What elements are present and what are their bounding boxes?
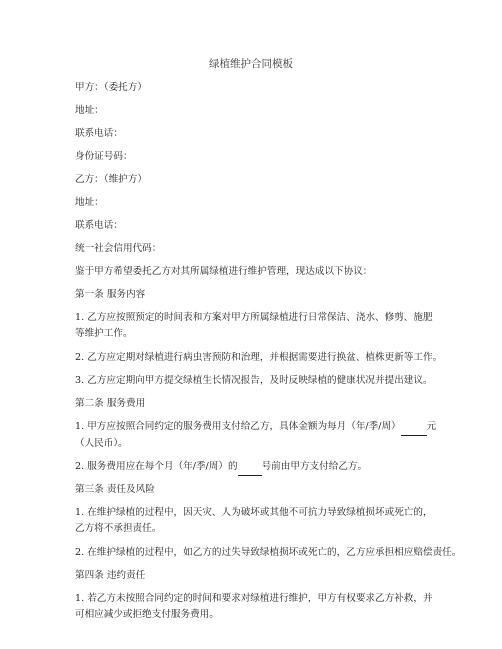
article-1-item-2: 2. 乙方应定期对绿植进行病虫害预防和治理，并根据需要进行换盆、植株更新等工作。 <box>75 352 443 363</box>
party-a-address: 地址： <box>75 105 104 116</box>
article-2-item-2-text-after: 号前由甲方支付给乙方。 <box>261 461 368 472</box>
party-a-id-number: 身份证号码： <box>75 151 133 162</box>
amount-blank <box>401 419 427 436</box>
party-a-phone: 联系电话： <box>75 128 123 139</box>
article-3-heading: 第三条 责任及风险 <box>75 484 155 495</box>
article-1-heading: 第一条 服务内容 <box>75 289 146 300</box>
article-2-item-1-text-before: 1. 甲方应按照合同约定的服务费用支付给乙方，具体金额为每月（年/季/周） <box>75 421 401 432</box>
party-b-phone: 联系电话： <box>75 220 123 231</box>
article-1-item-1: 1. 乙方应按照预定的时间表和方案对甲方所属绿植进行日常保洁、浇水、修剪、施肥等维护工作。 <box>75 312 433 339</box>
party-b-address: 地址： <box>75 197 104 208</box>
article-2-item-1-text-after: 元（人民币）。 <box>75 421 437 449</box>
party-a-label: 甲方：（委托方） <box>75 82 147 93</box>
preamble: 鉴于甲方希望委托乙方对其所属绿植进行维护管理，现达成以下协议： <box>75 266 373 277</box>
article-2-item-2 <box>75 459 455 476</box>
day-blank <box>238 459 262 476</box>
article-2-heading: 第二条 服务费用 <box>75 398 146 409</box>
article-2-item-1 <box>75 419 437 452</box>
party-b-label: 乙方：（维护方） <box>75 174 147 185</box>
document-title: 绿植维护合同模板 <box>209 58 293 70</box>
party-b-credit-code: 统一社会信用代码： <box>75 243 162 254</box>
article-4-heading: 第四条 违约责任 <box>75 570 146 581</box>
article-3-item-1: 1. 在维护绿植的过程中，因天灾、人为破坏或其他不可抗力导致绿植损坏或死亡的，乙方将不承担责任。 <box>75 507 433 534</box>
article-2-item-2-text-before: 2. 服务费用应在每个月（年/季/周）的 <box>75 461 238 472</box>
article-3-item-2: 2. 在维护绿植的过程中，如乙方的过失导致绿植损坏或死亡的，乙方应承担相应赔偿责任。 <box>75 547 462 558</box>
article-1-item-3: 3. 乙方应定期向甲方提交绿植生长情况报告，及时反映绿植的健康状况并提出建议。 <box>75 375 433 386</box>
article-4-item-1: 1. 若乙方未按照合同约定的时间和要求对绿植进行维护，甲方有权要求乙方补救，并可相应减少或拒绝支付服务费用。 <box>75 593 433 620</box>
